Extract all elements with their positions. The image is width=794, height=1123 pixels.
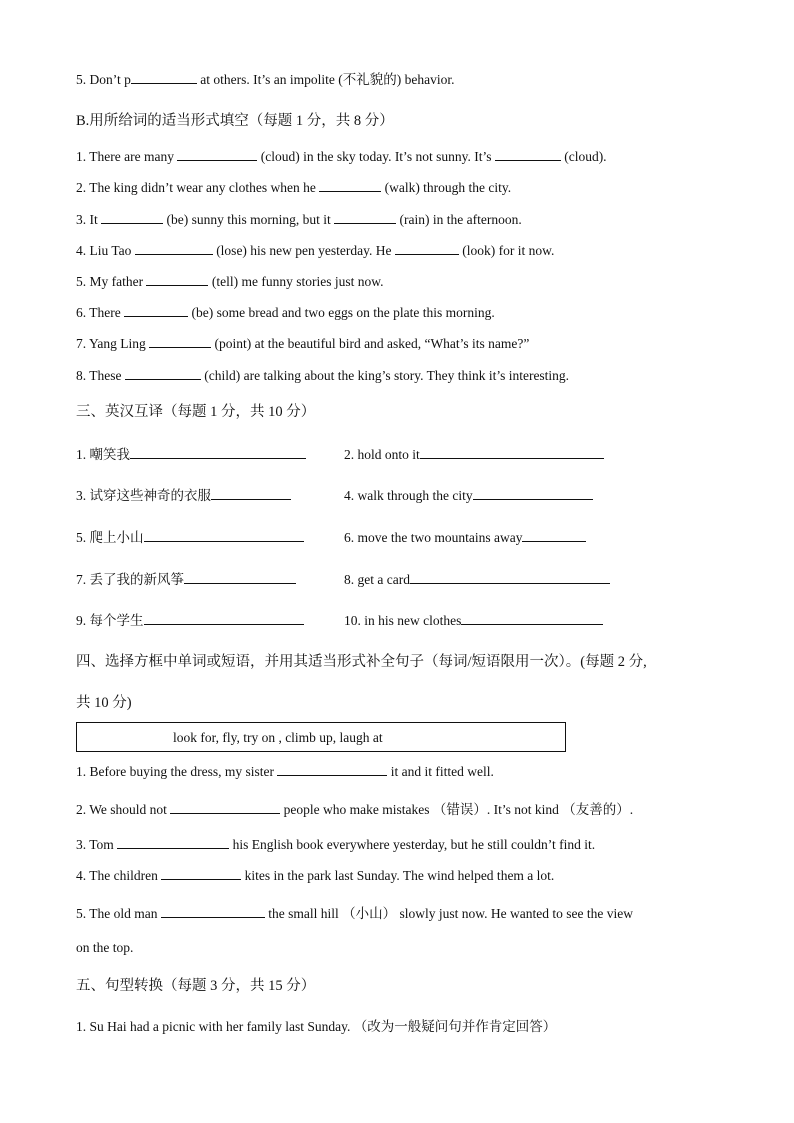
section-3-heading: 三、英汉互译（每题 1 分，共 10 分）: [76, 404, 316, 420]
section-b-item-7: [76, 334, 529, 353]
item-text: his English book everywhere yesterday, but he still couldn’t find it.: [229, 837, 596, 852]
section-4-heading-cont: 共 10 分): [76, 695, 132, 711]
section-4-item-5: [76, 904, 633, 923]
item-text: 3. 试穿这些神奇的衣服: [76, 488, 211, 503]
translate-item-6: [344, 528, 586, 547]
answer-blank[interactable]: [161, 904, 265, 918]
item-text: 3. Tom: [76, 837, 118, 852]
answer-blank[interactable]: [144, 528, 304, 542]
section-5-item-1: 1. Su Hai had a picnic with her family last Sunday. （改为一般疑问句并作肯定回答）: [76, 1019, 557, 1034]
translate-item-3: [76, 486, 291, 505]
answer-blank[interactable]: [125, 366, 201, 380]
item-text: people who make mistakes （错误）. It’s not kind （友善的）.: [280, 802, 634, 817]
answer-blank[interactable]: [395, 241, 459, 255]
item-text: (cloud) in the sky today. It’s not sunny. It’s: [257, 149, 495, 164]
answer-blank[interactable]: [170, 800, 280, 814]
word-box-options: look for, fly, try on , climb up, laugh at: [173, 730, 383, 745]
item-text: 7. Yang Ling: [76, 336, 150, 351]
translate-item-7: [76, 570, 296, 589]
section-4-item-2: [76, 800, 633, 819]
answer-blank[interactable]: [461, 611, 603, 625]
translate-item-10: [344, 611, 603, 630]
answer-blank[interactable]: [130, 445, 306, 459]
item-text: 8. get a card: [344, 572, 410, 587]
translate-item-5: [76, 528, 304, 547]
item-text: the small hill （小山） slowly just now. He wanted to see the view: [264, 906, 633, 921]
item-text: 2. The king didn’t wear any clothes when he: [76, 180, 320, 195]
item-text: (cloud).: [560, 149, 607, 164]
answer-blank[interactable]: [117, 835, 229, 849]
answer-blank[interactable]: [277, 762, 387, 776]
answer-blank[interactable]: [146, 272, 208, 286]
item-text: 1. There are many: [76, 149, 178, 164]
item-text: (walk) through the city.: [381, 180, 512, 195]
item-text: 8. These: [76, 368, 125, 383]
item-text: (be) sunny this morning, but it: [163, 212, 335, 227]
translate-item-8: [344, 570, 610, 589]
item-text: 7. 丢了我的新风筝: [76, 572, 184, 587]
answer-blank[interactable]: [319, 178, 381, 192]
prev-q5-text-a: 5. Don’t p: [76, 72, 131, 87]
answer-blank[interactable]: [144, 611, 304, 625]
prev-q5-text-b: at others. It’s an impolite (不礼貌的) behavior.: [196, 72, 455, 87]
section-b-item-5: [76, 272, 383, 291]
section-b-item-3: [76, 210, 522, 229]
translate-item-1: [76, 445, 306, 464]
section-b-heading: B.用所给词的适当形式填空（每题 1 分，共 8 分）: [76, 113, 394, 129]
item-text: (point) at the beautiful bird and asked, “What’s its name?”: [211, 336, 530, 351]
answer-blank[interactable]: [334, 210, 396, 224]
item-text: 2. hold onto it: [344, 447, 420, 462]
item-text: (look) for it now.: [458, 243, 555, 258]
item-text: 5. 爬上小山: [76, 530, 144, 545]
section-b-item-8: [76, 366, 569, 385]
section-5-heading: 五、句型转换（每题 3 分，共 15 分）: [76, 978, 316, 994]
answer-blank[interactable]: [161, 866, 241, 880]
item-text: (be) some bread and two eggs on the plate this morning.: [188, 305, 495, 320]
item-text: (lose) his new pen yesterday. He: [212, 243, 395, 258]
answer-blank[interactable]: [211, 486, 291, 500]
answer-blank[interactable]: [473, 486, 593, 500]
item-text: 1. Before buying the dress, my sister: [76, 764, 278, 779]
section-b-item-2: [76, 178, 511, 197]
item-text: (rain) in the afternoon.: [396, 212, 522, 227]
item-text: 10. in his new clothes: [344, 613, 462, 628]
item-text: 3. It: [76, 212, 102, 227]
item-text: it and it fitted well.: [387, 764, 494, 779]
item-text: 4. walk through the city: [344, 488, 473, 503]
item-text: kites in the park last Sunday. The wind helped them a lot.: [241, 868, 555, 883]
item-text: 5. My father: [76, 274, 147, 289]
prev-q5: [76, 70, 454, 89]
item-text: 4. The children: [76, 868, 162, 883]
item-text: 9. 每个学生: [76, 613, 144, 628]
section-b-item-6: [76, 303, 495, 322]
item-text: 4. Liu Tao: [76, 243, 135, 258]
section-b-item-1: [76, 147, 607, 166]
answer-blank[interactable]: [124, 303, 188, 317]
section-4-item-4: [76, 866, 554, 885]
item-text: (child) are talking about the king’s story. They think it’s interesting.: [200, 368, 570, 383]
item-text: 6. move the two mountains away: [344, 530, 523, 545]
item-text: 1. 嘲笑我: [76, 447, 130, 462]
item-text: 2. We should not: [76, 802, 171, 817]
answer-blank[interactable]: [522, 528, 586, 542]
answer-blank[interactable]: [184, 570, 296, 584]
word-box: [76, 722, 566, 752]
item-text: 5. The old man: [76, 906, 161, 921]
translate-item-2: [344, 445, 604, 464]
answer-blank[interactable]: [101, 210, 163, 224]
section-4-item-5-cont: on the top.: [76, 940, 134, 955]
answer-blank[interactable]: [177, 147, 257, 161]
section-4-item-3: [76, 835, 595, 854]
item-text: 6. There: [76, 305, 125, 320]
answer-blank[interactable]: [149, 334, 211, 348]
answer-blank[interactable]: [131, 70, 197, 84]
section-b-item-4: [76, 241, 554, 260]
translate-item-9: [76, 611, 304, 630]
answer-blank[interactable]: [495, 147, 561, 161]
translate-item-4: [344, 486, 593, 505]
item-text: (tell) me funny stories just now.: [208, 274, 384, 289]
section-4-item-1: [76, 762, 494, 781]
section-4-heading: 四、选择方框中单词或短语，并用其适当形式补全句子（每词/短语限用一次）。(每题 2 分,: [76, 654, 647, 670]
answer-blank[interactable]: [135, 241, 213, 255]
answer-blank[interactable]: [420, 445, 604, 459]
answer-blank[interactable]: [410, 570, 610, 584]
